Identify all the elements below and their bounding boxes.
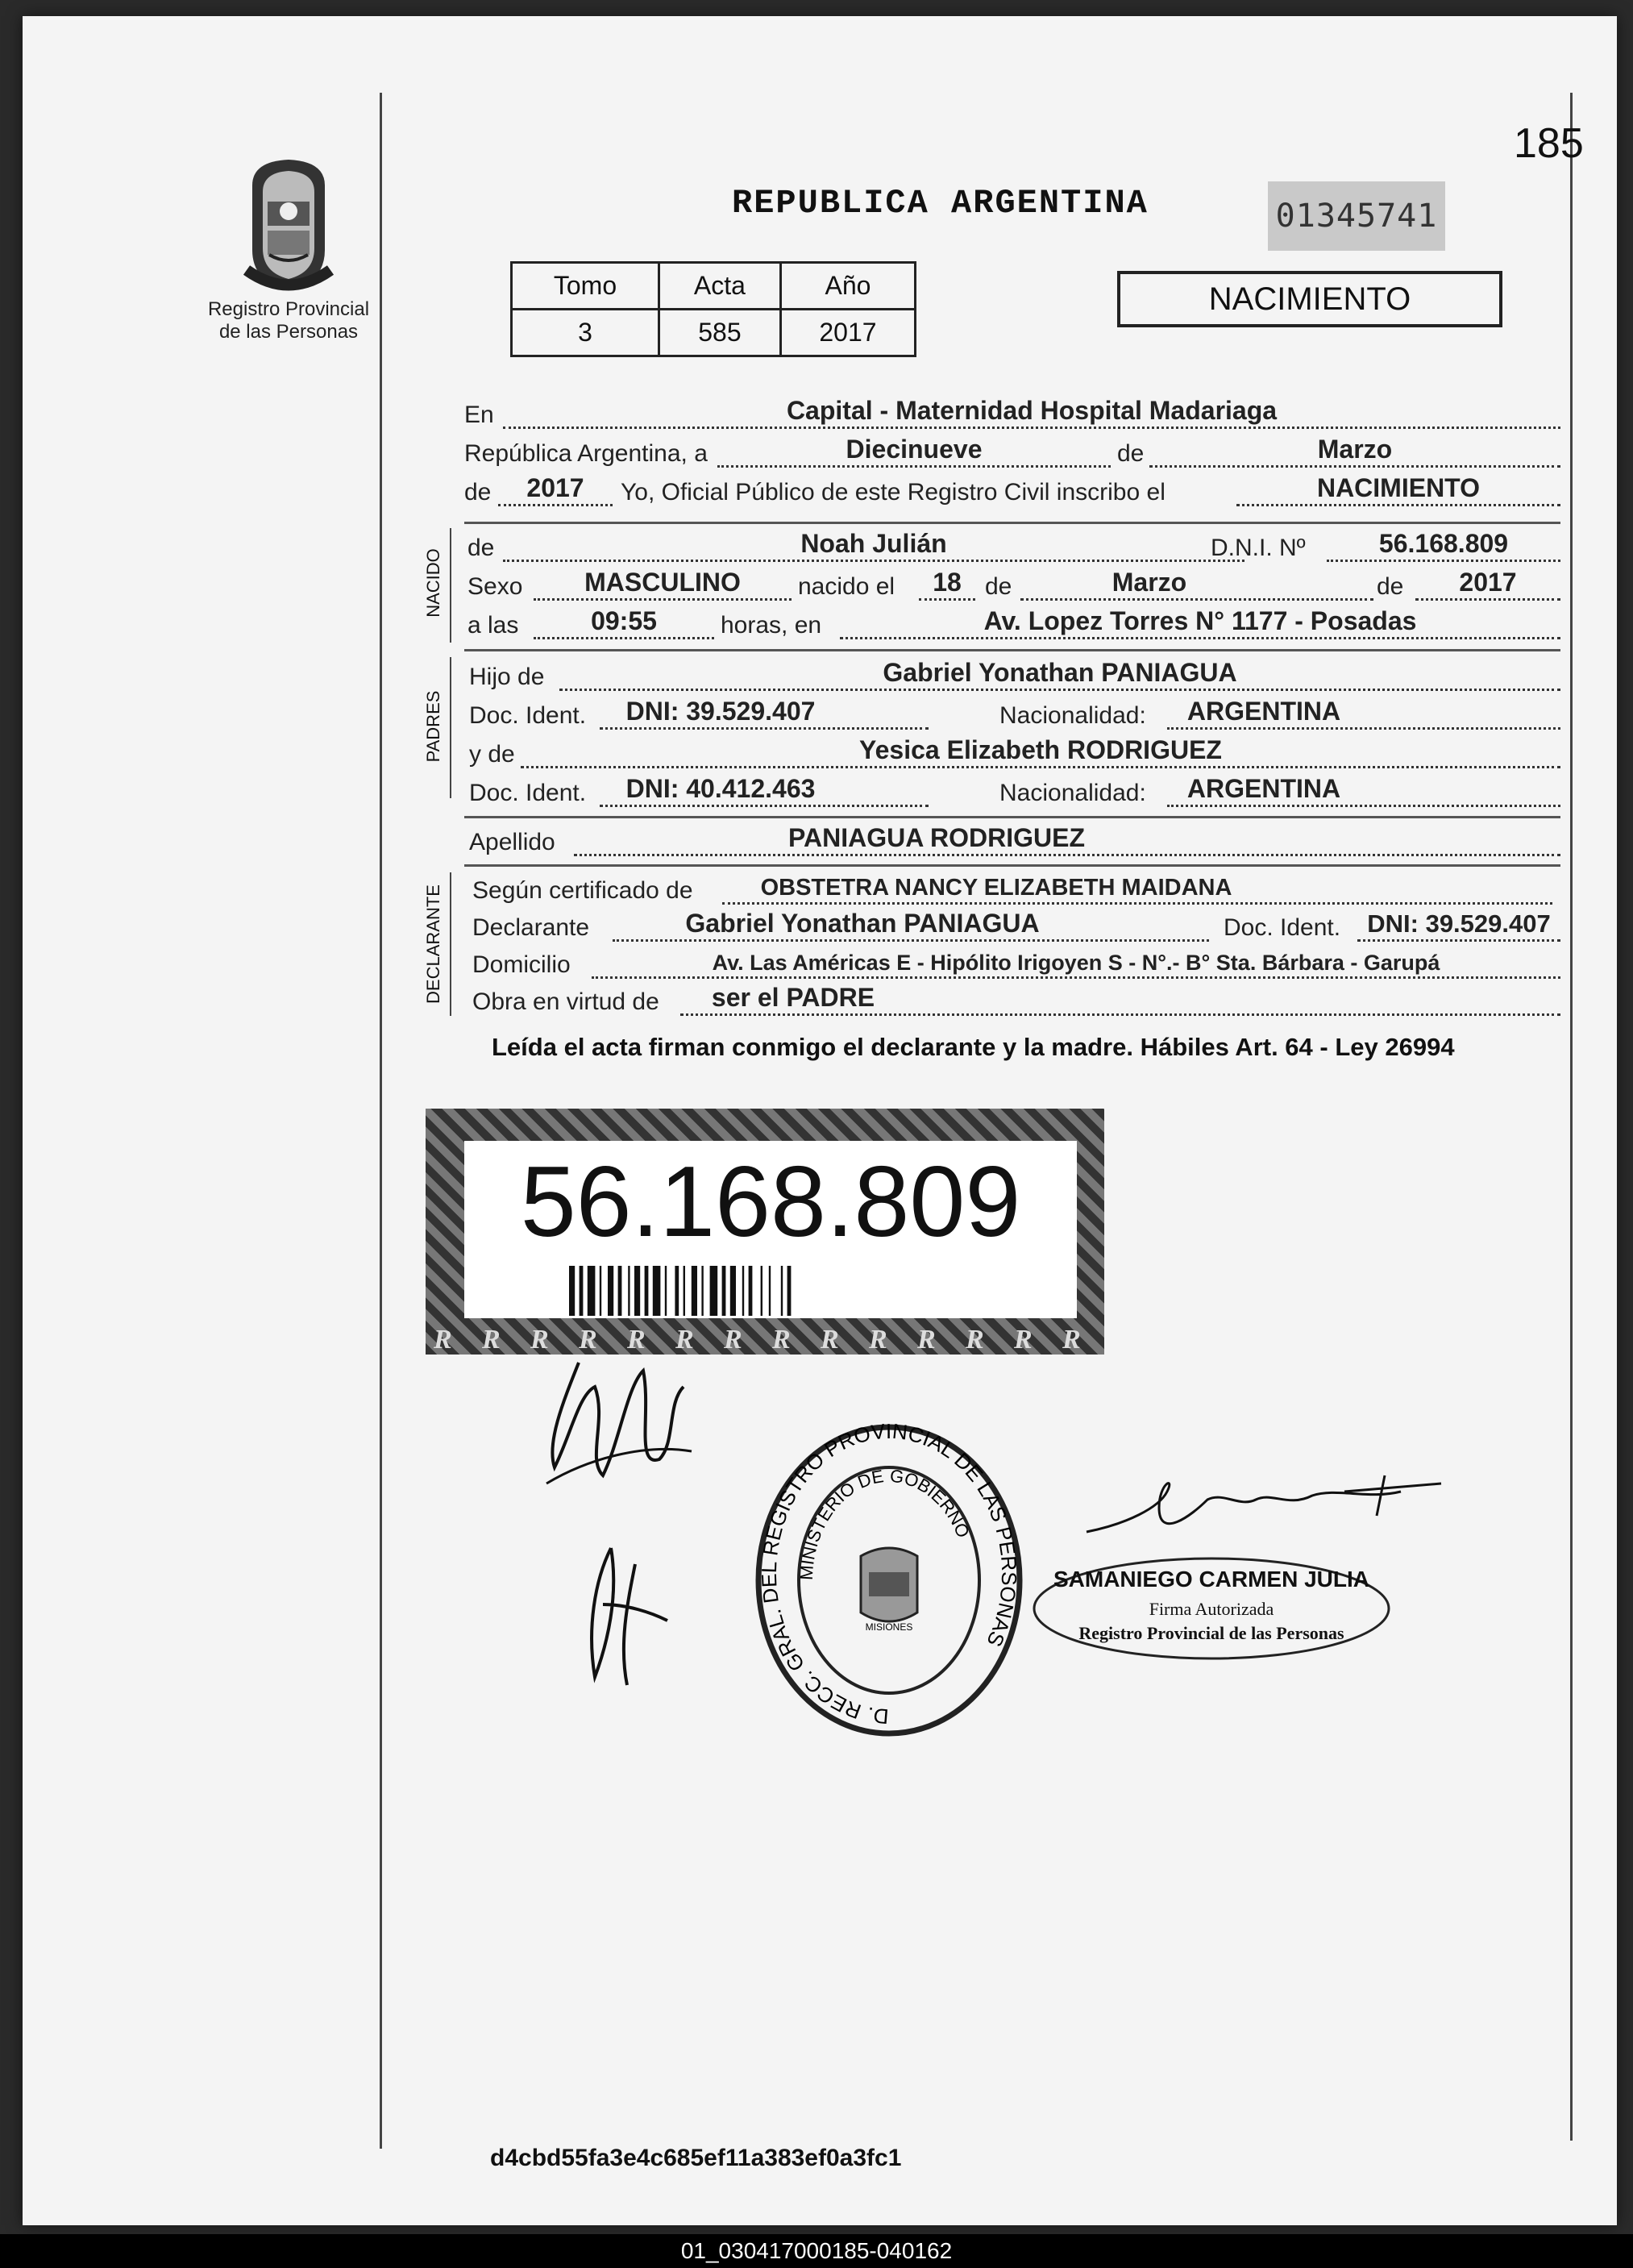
footer-file-id: 01_030417000185-040162 xyxy=(0,2234,1633,2268)
republica-label: República Argentina, a xyxy=(464,440,708,467)
record-value: NACIMIENTO xyxy=(1316,473,1481,502)
security-pattern-letter: R xyxy=(482,1325,501,1355)
father-doc-value: DNI: 39.529.407 xyxy=(625,697,816,726)
surname-dotted-line xyxy=(574,854,1560,856)
dni-label: D.N.I. Nº xyxy=(1211,535,1306,561)
seal-center-text: MISIONES xyxy=(865,1621,913,1633)
month-dotted-line xyxy=(1149,465,1560,468)
barcode-bar xyxy=(600,1266,601,1316)
registry-value-ano: 2017 xyxy=(780,310,915,356)
certificate-dotted-line xyxy=(722,902,1552,905)
address-value: Av. Las Américas E - Hipólito Irigoyen S - N°.- B° Sta. Bárbara - Garupá xyxy=(712,951,1440,975)
sexo-label: Sexo xyxy=(467,573,523,600)
registry-table xyxy=(510,261,916,357)
year-value: 2017 xyxy=(526,473,584,502)
form-line-certificate xyxy=(464,871,1560,908)
dni-sticker xyxy=(464,1141,1077,1318)
registry-value-tomo: 3 xyxy=(512,310,659,356)
de-birth-year-label: de xyxy=(1377,573,1404,600)
declarant-doc-value: DNI: 39.529.407 xyxy=(1367,909,1551,938)
de-child-label: de xyxy=(467,535,495,561)
birth-place-dotted-line xyxy=(840,637,1560,639)
birth-day-value: 18 xyxy=(933,568,962,597)
stamp-office: Registro Provincial de las Personas xyxy=(1078,1623,1344,1643)
form-line-surname xyxy=(464,822,1560,859)
record-dotted-line xyxy=(1236,504,1560,506)
seal-inner-text: MINISTERIO DE GOBIERNO xyxy=(796,1465,974,1581)
day-dotted-line xyxy=(717,465,1111,468)
child-name-value: Noah Julián xyxy=(800,529,947,558)
barcode-bar xyxy=(645,1266,649,1316)
nacido-section-label: NACIDO xyxy=(423,548,443,618)
registry-header-acta: Acta xyxy=(659,263,780,310)
father-name-dotted-line xyxy=(559,689,1560,691)
form-line-father xyxy=(464,657,1560,694)
official-seal xyxy=(748,1419,1030,1746)
month-value: Marzo xyxy=(1317,435,1393,464)
barcode-bar xyxy=(722,1266,726,1316)
y-de-label: y de xyxy=(469,741,515,768)
document-sheet xyxy=(23,16,1617,2225)
left-margin-rule xyxy=(380,93,382,2149)
security-pattern-letter: R xyxy=(821,1325,839,1355)
father-nationality-value: ARGENTINA xyxy=(1186,697,1341,726)
de-label: de xyxy=(1117,440,1145,467)
serial-number: 01345741 xyxy=(1268,181,1445,251)
father-name-value: Gabriel Yonathan PANIAGUA xyxy=(883,658,1237,687)
form-line-capacity xyxy=(464,982,1560,1019)
province-logo xyxy=(176,153,401,343)
sex-dotted-line xyxy=(534,598,792,601)
form-line-place xyxy=(464,395,1560,432)
barcode-bar xyxy=(701,1266,703,1316)
security-pattern-icon xyxy=(426,1321,1104,1355)
barcode-bar xyxy=(781,1266,783,1316)
form-line-sex xyxy=(464,567,1560,604)
official-signature-icon xyxy=(1078,1467,1449,1556)
form-line-mother-doc xyxy=(464,773,1560,810)
time-value: 09:55 xyxy=(591,606,657,635)
birth-year-dotted-line xyxy=(1415,598,1560,601)
hijo-label: Hijo de xyxy=(469,664,545,690)
security-pattern-letter: R xyxy=(772,1325,791,1355)
section-separator xyxy=(464,522,1560,524)
logo-caption-line-1: Registro Provincial xyxy=(207,298,370,320)
security-pattern-letter: R xyxy=(1062,1325,1081,1355)
form-line-declarant xyxy=(464,908,1560,945)
form-line-child-name xyxy=(464,528,1560,565)
form-line-official xyxy=(464,472,1560,510)
stamp-name: SAMANIEGO CARMEN JULIA xyxy=(1053,1567,1369,1592)
legal-note: Leída el acta firman conmigo el declarante y la madre. Hábiles Art. 64 - Ley 26994 xyxy=(492,1033,1455,1061)
barcode-bar xyxy=(730,1266,736,1316)
barcode-bar xyxy=(684,1266,685,1316)
birth-day-dotted-line xyxy=(919,598,975,601)
surname-value: PANIAGUA RODRIGUEZ xyxy=(788,823,1085,852)
official-seal-icon xyxy=(748,1419,1030,1742)
logo-caption xyxy=(176,298,401,343)
declarante-section-label: DECLARANTE xyxy=(423,884,443,1004)
security-pattern-letter: R xyxy=(434,1325,452,1355)
stamp-role: Firma Autorizada xyxy=(1149,1599,1274,1619)
dni-sticker-number: 56.168.809 xyxy=(520,1146,1021,1258)
document-hash: d4cbd55fa3e4c685ef11a383ef0a3fc1 xyxy=(490,2145,902,2171)
place-value: Capital - Maternidad Hospital Madariaga xyxy=(786,396,1278,425)
barcode-bar xyxy=(710,1266,718,1316)
child-dni-value: 56.168.809 xyxy=(1378,529,1509,558)
nacido-section-rule xyxy=(450,528,451,643)
barcode-bar xyxy=(675,1266,679,1316)
declarant-value: Gabriel Yonathan PANIAGUA xyxy=(685,909,1040,938)
sex-value: MASCULINO xyxy=(584,568,741,597)
domicilio-label: Domicilio xyxy=(472,951,571,978)
right-margin-rule xyxy=(1570,93,1573,2141)
barcode-bar xyxy=(608,1266,613,1316)
barcode-bar xyxy=(580,1266,584,1316)
barcode-bar xyxy=(618,1266,622,1316)
nacido-separator xyxy=(464,649,1560,651)
mother-doc-value: DNI: 40.412.463 xyxy=(625,774,816,803)
form-line-mother xyxy=(464,734,1560,772)
mother-nationality-dotted-line xyxy=(1167,805,1560,807)
declarante-section-rule xyxy=(450,872,451,1016)
place-dotted-line xyxy=(503,427,1560,429)
barcode-icon xyxy=(569,1266,972,1316)
birth-place-value: Av. Lopez Torres N° 1177 - Posadas xyxy=(983,606,1417,635)
security-pattern-letter: R xyxy=(1014,1325,1033,1355)
father-nationality-dotted-line xyxy=(1167,727,1560,730)
nacido-label: nacido el xyxy=(798,573,895,600)
obra-label: Obra en virtud de xyxy=(472,988,659,1015)
barcode-bar xyxy=(653,1266,661,1316)
barcode-bar xyxy=(692,1266,697,1316)
child-dni-dotted-line xyxy=(1327,560,1560,562)
barcode-bar xyxy=(787,1266,792,1316)
security-pattern-letter: R xyxy=(966,1325,984,1355)
en-label: En xyxy=(464,402,494,428)
declarant-doc-dotted-line xyxy=(1357,939,1560,942)
security-pattern-letter: R xyxy=(627,1325,646,1355)
barcode-bar xyxy=(742,1266,744,1316)
security-pattern-letter: R xyxy=(530,1325,549,1355)
address-dotted-line xyxy=(592,976,1560,979)
barcode-bar xyxy=(749,1266,753,1316)
barcode-bar xyxy=(665,1266,667,1316)
time-dotted-line xyxy=(534,637,714,639)
child-name-dotted-line xyxy=(503,560,1244,562)
country-title: REPUBLICA ARGENTINA xyxy=(732,184,1149,223)
security-pattern-letter: R xyxy=(724,1325,742,1355)
barcode-bar xyxy=(569,1266,575,1316)
de-month-label: de xyxy=(985,573,1012,600)
father-nationality-label: Nacionalidad: xyxy=(999,702,1146,729)
registry-table-value-row xyxy=(512,310,916,356)
form-line-address xyxy=(464,945,1560,982)
barcode-bar xyxy=(769,1266,771,1316)
capacity-value: ser el PADRE xyxy=(711,983,875,1012)
barcode-bar xyxy=(634,1266,640,1316)
father-doc-label: Doc. Ident. xyxy=(469,702,587,729)
dni-sticker-pattern-row xyxy=(426,1321,1104,1355)
security-pattern-letter: R xyxy=(675,1325,694,1355)
year-dotted-line xyxy=(498,504,613,506)
security-pattern-letter: R xyxy=(869,1325,887,1355)
official-text: Yo, Oficial Público de este Registro Civil inscribo el xyxy=(621,479,1166,506)
record-type-box: NACIMIENTO xyxy=(1117,271,1502,327)
form-line-time xyxy=(464,605,1560,643)
registry-table-header-row xyxy=(512,263,916,310)
mother-name-dotted-line xyxy=(521,766,1560,768)
logo-caption-line-2: de las Personas xyxy=(218,321,359,343)
birth-month-value: Marzo xyxy=(1112,568,1187,597)
mother-nationality-value: ARGENTINA xyxy=(1186,774,1341,803)
security-pattern-letter: R xyxy=(917,1325,936,1355)
form-line-date xyxy=(464,434,1560,471)
padres-separator xyxy=(464,816,1560,818)
mother-nationality-label: Nacionalidad: xyxy=(999,780,1146,806)
handwritten-signatures-icon xyxy=(530,1338,724,1709)
doc-ident-label: Doc. Ident. xyxy=(1224,914,1341,941)
province-emblem-icon xyxy=(240,153,337,294)
day-value: Diecinueve xyxy=(846,435,983,464)
seal-outer-text: D. RECC. GRAL. DEL REGISTRO PROVINCIAL DE LAS PERSONAS xyxy=(756,1419,1022,1729)
birth-year-value: 2017 xyxy=(1459,568,1517,597)
mother-doc-label: Doc. Ident. xyxy=(469,780,587,806)
mother-doc-dotted-line xyxy=(600,805,929,807)
registry-header-tomo: Tomo xyxy=(512,263,659,310)
authorized-signature-stamp xyxy=(1030,1544,1393,1673)
apellido-label: Apellido xyxy=(469,829,555,855)
father-doc-dotted-line xyxy=(600,727,929,730)
padres-section-label: PADRES xyxy=(423,690,443,763)
certificate-value: OBSTETRA NANCY ELIZABETH MAIDANA xyxy=(760,875,1232,901)
declarante-label: Declarante xyxy=(472,914,590,941)
declarant-dotted-line xyxy=(613,939,1209,942)
barcode-bar xyxy=(628,1266,630,1316)
security-pattern-letter: R xyxy=(579,1325,597,1355)
registry-value-acta: 585 xyxy=(659,310,780,356)
barcode-bar xyxy=(588,1266,596,1316)
page-number: 185 xyxy=(1514,120,1584,167)
mother-name-value: Yesica Elizabeth RODRIGUEZ xyxy=(859,735,1222,764)
birth-month-dotted-line xyxy=(1020,598,1373,601)
barcode-bar xyxy=(761,1266,762,1316)
capacity-dotted-line xyxy=(680,1013,1560,1016)
registry-header-ano: Año xyxy=(780,263,915,310)
apellido-separator xyxy=(464,864,1560,867)
certificado-label: Según certificado de xyxy=(472,877,693,904)
form-line-father-doc xyxy=(464,696,1560,733)
de-year-label: de xyxy=(464,479,492,506)
a-las-label: a las xyxy=(467,612,519,639)
padres-section-rule xyxy=(450,657,451,798)
horas-label: horas, en xyxy=(721,612,822,639)
